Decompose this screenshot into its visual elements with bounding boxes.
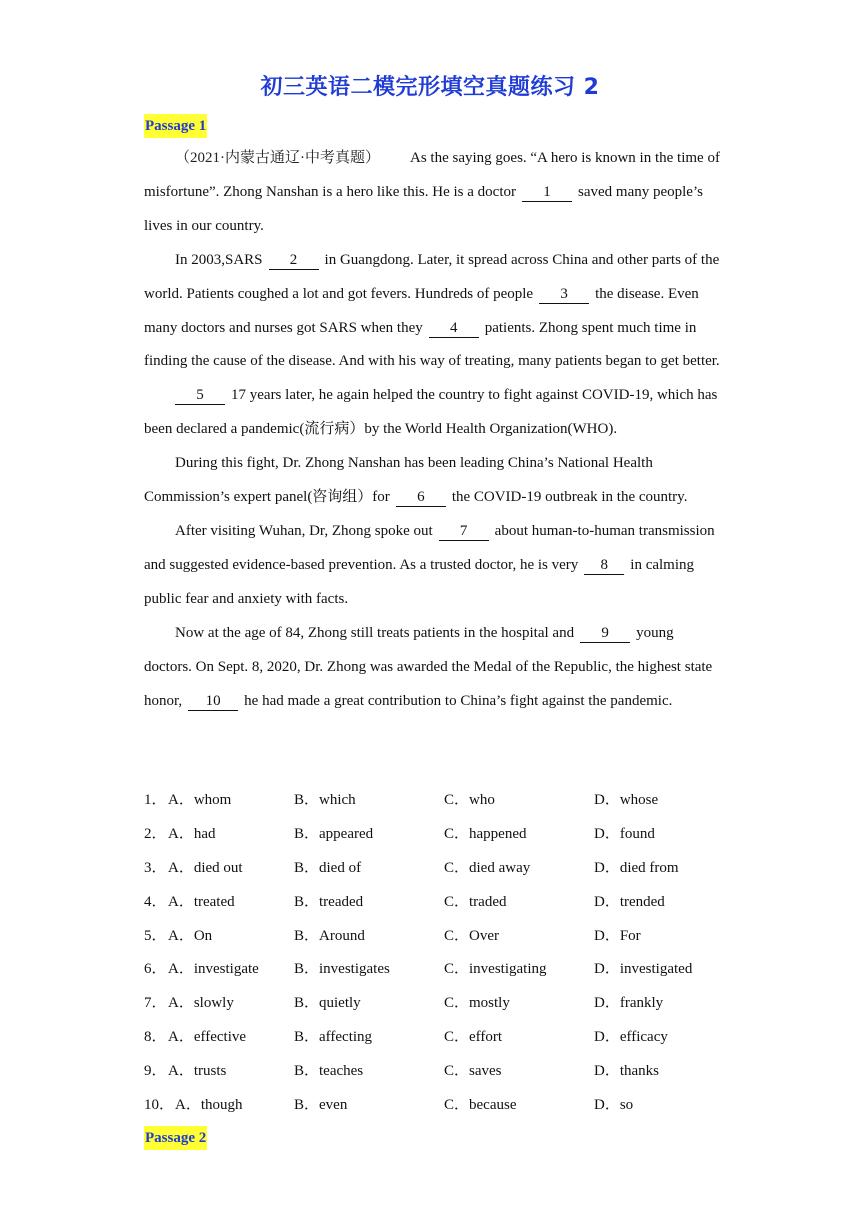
option-row: 9． A．trusts B．teaches C．saves D．thanks	[144, 1063, 659, 1080]
blank-5: 5	[175, 387, 225, 405]
option-row: 1． A．whom B．which C．who D．whose	[144, 792, 659, 808]
blank-9: 9	[580, 625, 630, 643]
blank-4: 4	[429, 320, 479, 338]
paragraph-4: During this fight, Dr. Zhong Nanshan has been leading China’s National Health Commission’s expert panel(咨询组）for 6 the COVID-19 outbreak in the country.	[144, 455, 688, 506]
option-row: 10． A．though B．even C．because D．so	[144, 1097, 634, 1114]
paragraph-6: Now at the age of 84, Zhong still treats patients in the hospital and 9 young doctors. On Sept. 8, 2020, Dr. Zhong was awarded the Medal of the Republic, the highest state honor, 10 he had made a great contribution to China’s fight against the pandemic.	[144, 624, 713, 709]
passage-2-label: Passage 2	[144, 1126, 207, 1150]
paragraph-2: In 2003,SARS 2 in Guangdong. Later, it spread across China and other parts of the world. Patients coughed a lot and got fevers. Hundreds of people 3 the disease. Even many doctors and nurses got SARS when they 4 patients. Zhong spent much time in finding the cause of the disease. And with his way of treating, many patients began to get better.	[144, 251, 720, 370]
source-note: （2021·内蒙古通辽·中考真题）	[175, 150, 380, 166]
paragraph-1: （2021·内蒙古通辽·中考真题） As the saying goes. “A hero is known in the time of misfortune”. Zhong Nanshan is a hero like this. He is a doctor 1 saved many people’s lives in our country.	[144, 150, 720, 234]
option-row: 8． A．effective B．affecting C．effort D．efficacy	[144, 1029, 668, 1046]
blank-8: 8	[584, 557, 624, 575]
blank-6: 6	[396, 489, 446, 507]
paragraph-5: After visiting Wuhan, Dr, Zhong spoke out 7 about human-to-human transmission and suggested evidence-based prevention. As a trusted doctor, he is very 8 in calming public fear and anxiety with facts.	[144, 522, 715, 607]
answer-options	[144, 784, 744, 1123]
paragraph-3: 5 17 years later, he again helped the country to fight against COVID-19, which has been declared a pandemic(流行病）by the World Health Organization(WHO).	[144, 387, 718, 438]
blank-7: 7	[439, 523, 489, 541]
blank-10: 10	[188, 693, 238, 711]
option-row: 3． A．died out B．died of C．died away D．died from	[144, 859, 679, 876]
blank-3: 3	[539, 286, 589, 304]
option-row: 4． A．treated B．treaded C．traded D．trended	[144, 893, 665, 910]
option-row: 7． A．slowly B．quietly C．mostly D．frankly	[144, 995, 664, 1012]
option-row: 2． A．had B．appeared C．happened D．found	[144, 825, 655, 842]
option-row: 5． A．On B．Around C．Over D．For	[144, 927, 641, 944]
page-title: 初三英语二模完形填空真题练习 2	[260, 75, 600, 100]
passage-1-text	[144, 142, 720, 718]
blank-1: 1	[522, 184, 572, 202]
passage-1-label: Passage 1	[144, 114, 207, 138]
option-row: 6． A．investigate B．investigates C．investigating D．investigated	[144, 961, 693, 978]
blank-2: 2	[269, 252, 319, 270]
